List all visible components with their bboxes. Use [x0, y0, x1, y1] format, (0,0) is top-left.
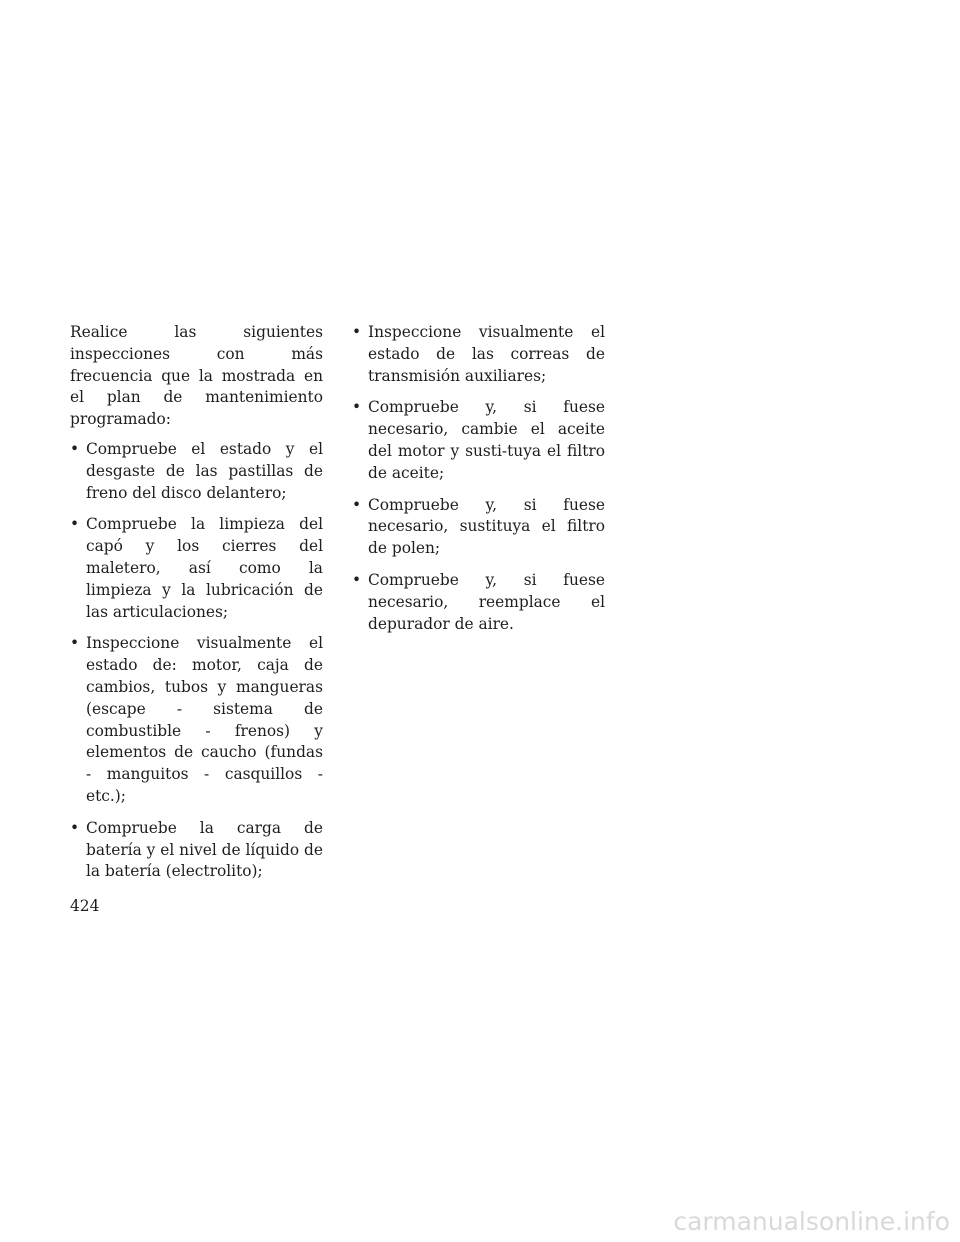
inspection-list-left: [70, 439, 323, 883]
bullet-icon: •: [352, 495, 362, 514]
bullet-icon: •: [352, 398, 362, 417]
bullet-icon: •: [70, 634, 80, 653]
list-item: [70, 633, 323, 807]
left-column: [70, 322, 323, 893]
list-item-text: Compruebe y, si fuese necesario, cambie el aceite del motor y susti-tuya el filtro de aceite;: [368, 398, 605, 482]
list-item-text: Compruebe y, si fuese necesario, sustituya el filtro de polen;: [368, 495, 605, 558]
list-item: [70, 439, 323, 504]
list-item-text: Compruebe el estado y el desgaste de las pastillas de freno del disco delantero;: [86, 439, 323, 502]
bullet-icon: •: [352, 323, 362, 341]
list-item: [352, 322, 605, 387]
list-item: [70, 514, 323, 623]
list-item-text: Compruebe la limpieza del capó y los cierres del maletero, así como la limpieza y la lubricación de las articulaciones;: [86, 515, 323, 621]
list-item: [352, 495, 605, 560]
right-column: [352, 322, 605, 645]
intro-paragraph: Realice las siguientes inspecciones con más frecuencia que la mostrada en el plan de mantenimiento programado:: [70, 323, 323, 429]
list-item: [352, 570, 605, 635]
list-item: [70, 818, 323, 883]
bullet-icon: •: [352, 570, 362, 589]
bullet-icon: •: [70, 439, 80, 458]
inspection-list-right: [352, 322, 605, 635]
page-number: 424: [70, 897, 100, 915]
list-item-text: Compruebe la carga de batería y el nivel de líquido de la batería (electrolito);: [86, 818, 323, 881]
watermark: carmanualsonline.info: [673, 1207, 950, 1236]
list-item: [352, 397, 605, 484]
bullet-icon: •: [70, 515, 80, 534]
bullet-icon: •: [70, 818, 80, 837]
list-item-text: Compruebe y, si fuese necesario, reemplace el depurador de aire.: [368, 570, 605, 633]
list-item-text: Inspeccione visualmente el estado de las correas de transmisión auxiliares;: [368, 323, 605, 385]
list-item-text: Inspeccione visualmente el estado de: motor, caja de cambios, tubos y mangueras (escape - sistema de combustible - frenos) y elementos de caucho (fundas - manguitos - casquillos - etc.);: [86, 634, 323, 805]
